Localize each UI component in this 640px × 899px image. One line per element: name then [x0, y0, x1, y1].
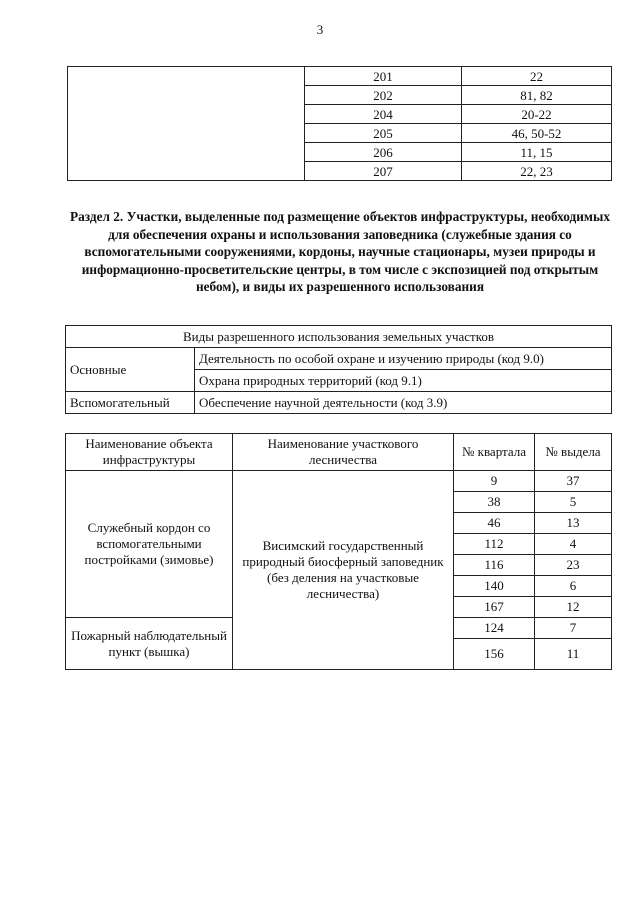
- kvartal-cell: 124: [454, 618, 535, 639]
- kvartal-cell: 202: [305, 86, 462, 105]
- vydel-cell: 22: [462, 67, 612, 86]
- kvartal-cell: 140: [454, 576, 535, 597]
- main-item: Деятельность по особой охране и изучению природы (код 9.0): [195, 348, 612, 370]
- page-number: 3: [316, 22, 324, 37]
- vydel-cell: 6: [535, 576, 612, 597]
- vydel-cell: 22, 23: [462, 162, 612, 181]
- kvartal-cell: 46: [454, 513, 535, 534]
- kvartal-cell: 116: [454, 555, 535, 576]
- kvartal-cell: 38: [454, 492, 535, 513]
- table-row: [68, 67, 612, 86]
- kvartal-cell: 205: [305, 124, 462, 143]
- use-table: [65, 325, 612, 414]
- kvartal-cell: 156: [454, 639, 535, 670]
- vydel-cell: 4: [535, 534, 612, 555]
- vydel-cell: 11: [535, 639, 612, 670]
- vydel-cell: 11, 15: [462, 143, 612, 162]
- table-row: [66, 348, 612, 370]
- kvartal-cell: 112: [454, 534, 535, 555]
- aux-item: Обеспечение научной деятельности (код 3.9): [195, 392, 612, 414]
- header-kvartal: № квартала: [454, 434, 535, 471]
- vydel-cell: 20-22: [462, 105, 612, 124]
- vydel-cell: 7: [535, 618, 612, 639]
- object-cell: Служебный кордон со вспомогательными постройками (зимовье): [66, 471, 233, 618]
- vydel-cell: 37: [535, 471, 612, 492]
- section-title: Раздел 2. Участки, выделенные под размещение объектов инфраструктуры, необходимых для обеспечения охраны и использования заповедника (служебные здания со вспомогательными сооружениями, кордоны, научные стационары, музеи природы и информационно-просветительские центры, в том числе с экспозицией под открытым небом), и виды их разрешенного использования: [70, 209, 611, 294]
- header-lesnichestvo: Наименование участкового лесничества: [233, 434, 454, 471]
- main-label: Основные: [66, 348, 195, 392]
- kvartal-cell: 206: [305, 143, 462, 162]
- vydel-cell: 23: [535, 555, 612, 576]
- kvartal-cell: 9: [454, 471, 535, 492]
- table-row: [66, 471, 612, 492]
- kvartal-cell: 201: [305, 67, 462, 86]
- vydel-cell: 81, 82: [462, 86, 612, 105]
- main-item: Охрана природных территорий (код 9.1): [195, 370, 612, 392]
- use-table-header: Виды разрешенного использования земельных участков: [66, 326, 612, 348]
- kvartal-cell: 207: [305, 162, 462, 181]
- infra-table: [65, 433, 612, 670]
- object-cell: Пожарный наблюдательный пункт (вышка): [66, 618, 233, 670]
- vydel-cell: 46, 50-52: [462, 124, 612, 143]
- lesnichestvo-cell: Висимский государственный природный биосферный заповедник (без деления на участковые лесничества): [233, 471, 454, 670]
- aux-label: Вспомогательный: [66, 392, 195, 414]
- vydel-cell: 13: [535, 513, 612, 534]
- kvartal-cell: 204: [305, 105, 462, 124]
- vydel-cell: 12: [535, 597, 612, 618]
- top-table: [67, 66, 612, 181]
- header-vydel: № выдела: [535, 434, 612, 471]
- table-row: [66, 392, 612, 414]
- kvartal-cell: 167: [454, 597, 535, 618]
- vydel-cell: 5: [535, 492, 612, 513]
- table-header-row: [66, 434, 612, 471]
- table-row: [66, 326, 612, 348]
- header-object: Наименование объекта инфраструктуры: [66, 434, 233, 471]
- blank-cell: [68, 67, 305, 181]
